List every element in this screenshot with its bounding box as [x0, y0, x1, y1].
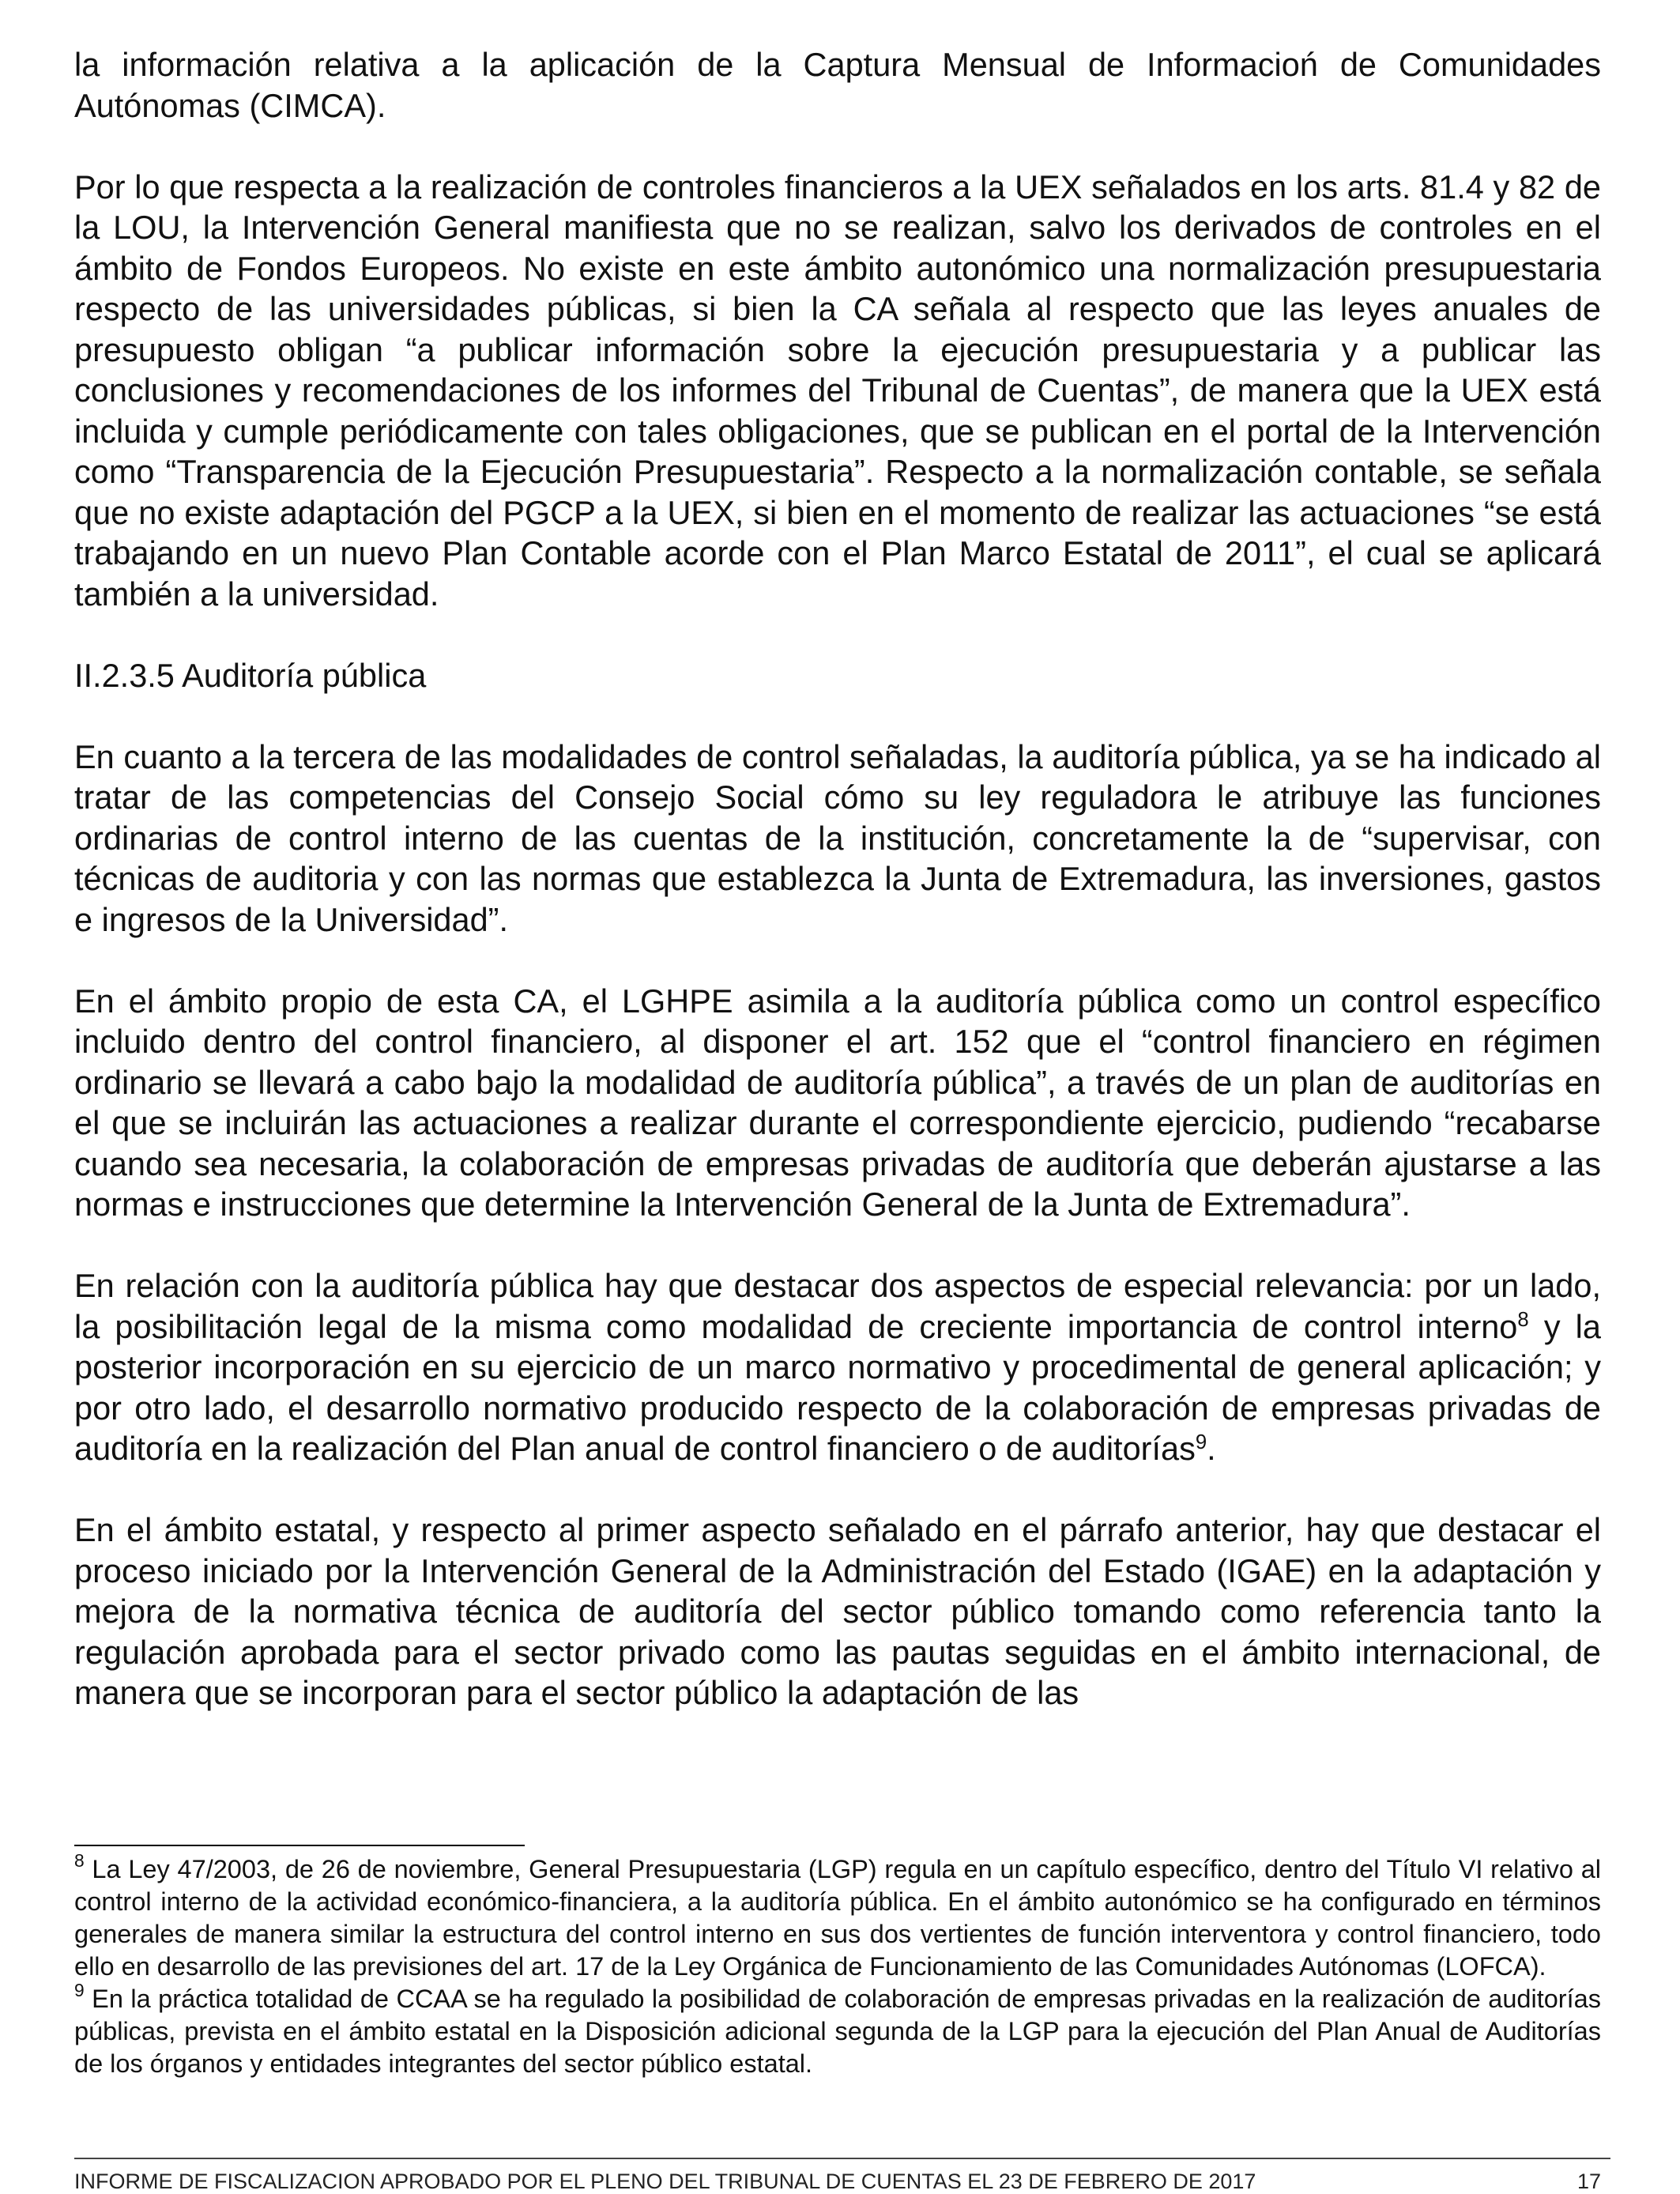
footer-separator [74, 2158, 1610, 2159]
page-number: 17 [1576, 2169, 1601, 2193]
footnote-ref-8: 8 [1517, 1309, 1529, 1332]
footnotes [74, 1850, 1601, 2080]
footnote-number: 9 [74, 1980, 85, 2001]
footnote-text: La Ley 47/2003, de 26 de noviembre, General Presupuestaria (LGP) regula en un capítulo específico, dentro del Título VI relativo al control interno de la actividad económico-financiera, a la auditoría pública. En el ámbito autonómico se ha configurado en términos generales de manera similar la estructura del control interno en sus dos vertientes de función interventora y control financiero, todo ello en desarrollo de las previsiones del art. 17 de la Ley Orgánica de Funcionamiento de las Comunidades Autónomas (LOFCA). [74, 1855, 1601, 1981]
paragraph-modalities: En cuanto a la tercera de las modalidades de control señaladas, la auditoría pública, ya se ha indicado al tratar de las competencias del Consejo Social cómo su ley reguladora le atribuye las funciones ordinarias de control interno de las cuentas de la institución, concretamente la de “supervisar, con técnicas de auditoria y con las normas que establezca la Junta de Extremadura, las inversiones, gastos e ingresos de la Universidad”. [74, 737, 1601, 938]
footnote-text: En la práctica totalidad de CCAA se ha regulado la posibilidad de colaboración de empresas privadas en la realización de auditorías públicas, prevista en el ámbito estatal en la Disposición adicional segunda de la LGP para la ejecución del Plan Anual de Auditorías de los órganos y entidades integrantes del sector público estatal. [74, 1985, 1601, 2078]
paragraph-aspects-part-3: . [1207, 1430, 1216, 1467]
footnote-separator [74, 1845, 525, 1846]
footer-text: INFORME DE FISCALIZACION APROBADO POR EL PLENO DEL TRIBUNAL DE CUENTAS EL 23 DE FEBRERO DE 2017 [74, 2169, 1256, 2193]
footnote-ref-9: 9 [1195, 1431, 1207, 1453]
paragraph-aspects-part-2: y la posterior incorporación en su ejercicio de un marco normativo y procedimental de general aplicación; y por otro lado, el desarrollo normativo producido respecto de la colaboración de empresas privadas de auditoría en la realización del Plan anual de control financiero o de auditorías [74, 1307, 1601, 1467]
paragraph-aspects-part-1: En relación con la auditoría pública hay que destacar dos aspectos de especial relevancia: por un lado, la posibilitación legal de la misma como modalidad de creciente importancia de control interno [74, 1267, 1601, 1345]
section-heading: II.2.3.5 Auditoría pública [74, 656, 427, 694]
paragraph-state-scope: En el ámbito estatal, y respecto al primer aspecto señalado en el párrafo anterior, hay que destacar el proceso iniciado por la Intervención General de la Administración del Estado (IGAE) en la adaptación y mejora de la normativa técnica de auditoría del sector público tomando como referencia tanto la regulación aprobada para el sector privado como las pautas seguidas en el ámbito internacional, de manera que se incorporan para el sector público la adaptación de las [74, 1511, 1601, 1711]
page-footer [74, 2169, 1601, 2194]
footnote-number: 8 [74, 1850, 85, 1872]
footnote-8 [74, 1850, 1601, 1983]
footnote-9 [74, 1980, 1601, 2080]
paragraph-financial-controls: Por lo que respecta a la realización de controles financieros a la UEX señalados en los arts. 81.4 y 82 de la LOU, la Intervención General manifiesta que no se realizan, salvo los derivados de controles en el ámbito de Fondos Europeos. No existe en este ámbito autonómico una normalización presupuestaria respecto de las universidades públicas, si bien la CA señala al respecto que las leyes anuales de presupuesto obligan “a publicar información sobre la ejecución presupuestaria y a publicar las conclusiones y recomendaciones de los informes del Tribunal de Cuentas”, de manera que la UEX está incluida y cumple periódicamente con tales obligaciones, que se publican en el portal de la Intervención como “Transparencia de la Ejecución Presupuestaria”. Respecto a la normalización contable, se señala que no existe adaptación del PGCP a la UEX, si bien en el momento de realizar las actuaciones “se está trabajando en un nuevo Plan Contable acorde con el Plan Marco Estatal de 2011”, el cual se aplicará también a la universidad. [74, 168, 1601, 613]
paragraph-aspects [74, 1265, 1601, 1469]
paragraph-lghpe: En el ámbito propio de esta CA, el LGHPE asimila a la auditoría pública como un control específico incluido dentro del control financiero, al disponer el art. 152 que el “control financiero en régimen ordinario se llevará a cabo bajo la modalidad de auditoría pública”, a través de un plan de auditorías en el que se incluirán las actuaciones a realizar durante el correspondiente ejercicio, pudiendo “recabarse cuando sea necesaria, la colaboración de empresas privadas de auditoría que deberán ajustarse a las normas e instrucciones que determine la Intervención General de la Junta de Extremadura”. [74, 982, 1601, 1223]
paragraph-cimca: la información relativa a la aplicación de la Captura Mensual de Informacioń de Comunidades Autónomas (CIMCA). [74, 46, 1601, 124]
body-text [74, 44, 1601, 1713]
